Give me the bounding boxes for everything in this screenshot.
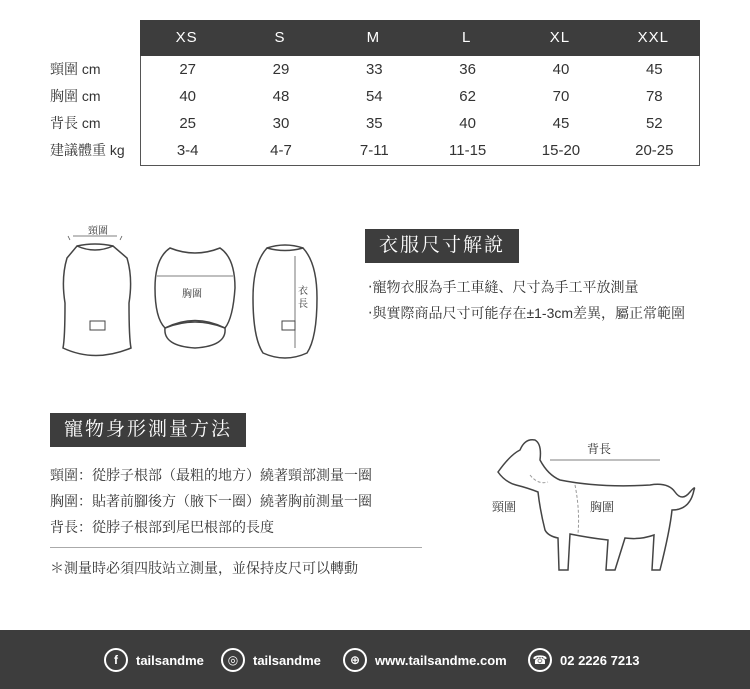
website-link[interactable] <box>343 647 507 673</box>
table-cell: 70 <box>552 88 570 105</box>
instagram-link[interactable] <box>221 647 321 673</box>
table-row-back <box>141 110 701 137</box>
table-cell: 40 <box>179 88 196 105</box>
list-item: 背長：從脖子根部到尾巴根部的長度 <box>50 519 274 535</box>
instagram-handle: tailsandme <box>253 652 321 668</box>
measure-list <box>50 462 430 540</box>
size-header-row <box>140 20 700 56</box>
size-l: L <box>461 29 472 46</box>
list-item: ‧與實際商品尺寸可能存在±1-3cm差異，屬正常範圍 <box>368 305 686 321</box>
facebook-link[interactable] <box>104 647 204 673</box>
table-cell: 20-25 <box>635 142 674 159</box>
size-table-body <box>140 56 700 166</box>
list-item: ‧寵物衣服為手工車縫、尺寸為手工平放測量 <box>368 279 639 295</box>
shirt-diagram <box>55 218 355 368</box>
list-item: 胸圍：貼著前腳後方（腋下一圈）繞著胸前測量一圈 <box>50 493 372 509</box>
shirt-length-label-2: 長 <box>298 299 308 310</box>
globe-icon: ⊕ <box>343 648 367 672</box>
dog-chest-label: 胸圍 <box>590 500 615 514</box>
table-cell: 52 <box>645 115 663 132</box>
phone-icon: ☎ <box>528 648 552 672</box>
table-cell: 11-15 <box>449 142 487 159</box>
row-label-chest: 胸圍 cm <box>50 88 101 104</box>
table-cell: 33 <box>365 61 383 78</box>
shirt-chest-label: 胸圍 <box>182 289 202 300</box>
footer <box>0 630 750 689</box>
table-cell: 29 <box>272 61 290 78</box>
table-cell: 4-7 <box>270 142 292 159</box>
table-cell: 36 <box>459 61 476 78</box>
table-cell: 40 <box>552 61 570 78</box>
dog-neck-label: 頸圍 <box>492 500 517 514</box>
shirt-neck-label: 頸圍 <box>88 226 108 237</box>
table-cell: 35 <box>365 115 383 132</box>
list-item: 頸圍：從脖子根部（最粗的地方）繞著頸部測量一圈 <box>50 467 372 483</box>
clothing-notes-list <box>368 274 698 326</box>
size-xl: XL <box>549 29 571 46</box>
table-cell: 30 <box>272 115 290 132</box>
table-cell: 15-20 <box>541 142 581 159</box>
table-cell: 45 <box>645 61 663 78</box>
dog-diagram <box>490 430 700 580</box>
table-cell: 27 <box>179 61 196 78</box>
dog-back-label: 背長 <box>587 442 612 456</box>
facebook-handle: tailsandme <box>136 652 204 668</box>
table-cell: 78 <box>645 88 663 105</box>
table-cell: 25 <box>179 115 196 132</box>
table-cell: 62 <box>459 88 476 105</box>
table-cell: 48 <box>272 88 290 105</box>
instagram-icon: ◎ <box>221 648 245 672</box>
row-labels <box>50 56 140 164</box>
row-label-back: 背長 cm <box>50 115 101 131</box>
row-label-neck: 頸圍 cm <box>50 61 101 77</box>
row-label-weight: 建議體重 kg <box>50 142 125 158</box>
website-url: www.tailsandme.com <box>375 652 507 668</box>
shirt-outlines-icon <box>55 218 355 368</box>
table-row-weight <box>141 137 701 164</box>
measure-title: 寵物身形測量方法 <box>50 413 246 447</box>
size-m: M <box>366 29 381 46</box>
measure-note: ＊測量時必須四肢站立測量，並保持皮尺可以轉動 <box>50 560 358 576</box>
phone-link[interactable] <box>528 647 640 673</box>
table-cell: 7-11 <box>359 142 389 159</box>
table-cell: 3-4 <box>176 142 199 159</box>
facebook-icon: f <box>104 648 128 672</box>
table-row-chest <box>141 83 701 110</box>
clothing-notes-title: 衣服尺寸解說 <box>365 229 519 263</box>
phone-number: 02 2226 7213 <box>560 652 640 668</box>
divider <box>50 547 422 548</box>
table-row-neck <box>141 56 701 83</box>
table-cell: 45 <box>552 115 570 132</box>
size-s: S <box>274 29 286 46</box>
table-cell: 54 <box>365 88 383 105</box>
shirt-length-label-1: 衣 <box>298 286 308 297</box>
size-xxl: XXL <box>637 29 669 46</box>
size-xs: XS <box>175 29 198 46</box>
table-cell: 40 <box>459 115 476 132</box>
